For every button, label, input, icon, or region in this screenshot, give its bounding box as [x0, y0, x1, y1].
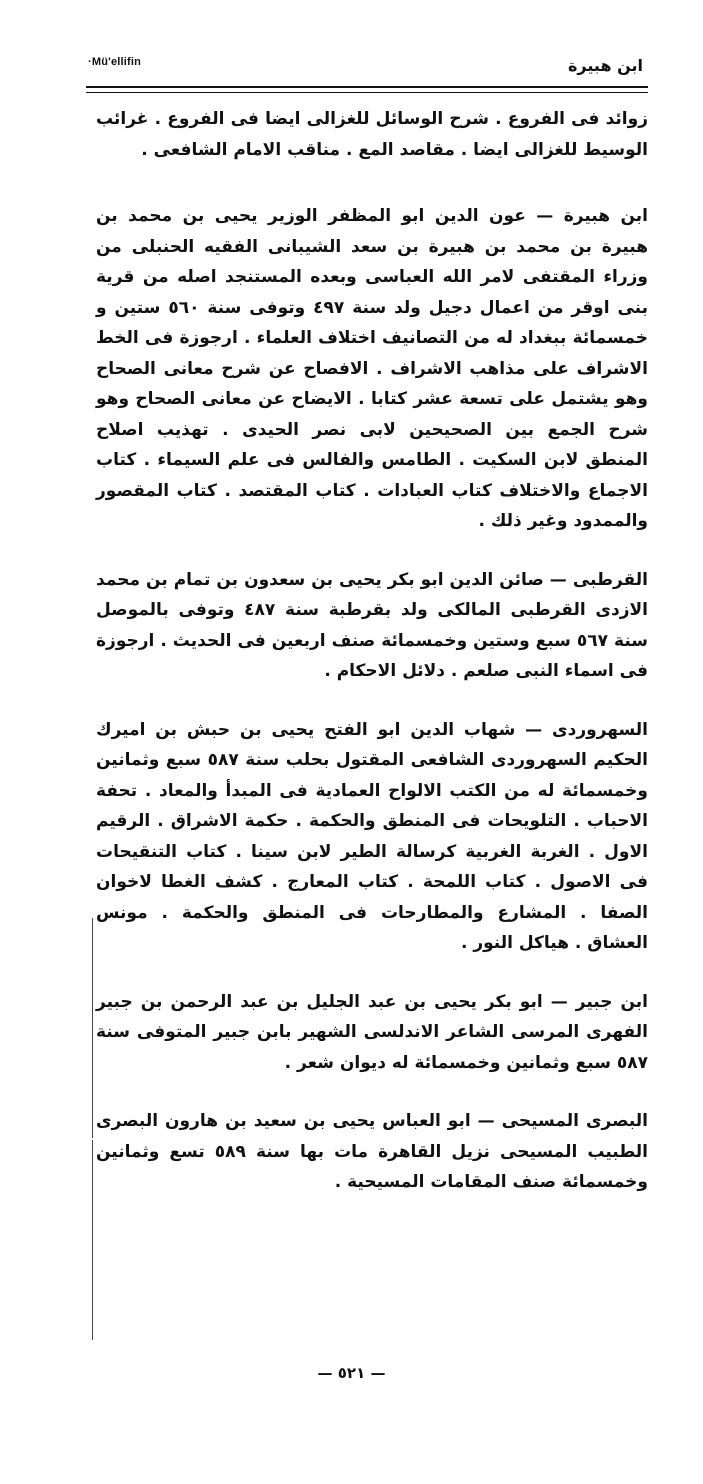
main-text-column: [96, 104, 648, 1226]
margin-mark: [92, 1140, 93, 1340]
arabic-running-header: ابن هبيرة: [567, 56, 643, 75]
entry-text: القرطبى — صائن الدين ابو بكر يحيى بن سعدون بن تمام بن محمد الازدى القرطبى المالكى ولد بقرطبة سنة ٤٨٧ وتوفى بالموصل سنة ٥٦٧ سبع وستين وخمسمائة صنف اربعين فى الحديث . ارجوزة فى اسماء النبى صلعم . دلائل الاحكام .: [96, 569, 648, 681]
entry-text: السهروردى — شهاب الدين ابو الفتح يحيى بن حبش بن اميرك الحكيم السهروردى الشافعى المقتول بحلب سنة ٥٨٧ سبع وثمانين وخمسمائة له من الكتب الالواح العمادية فى المبدأ والمعاد . تحفة الاحباب . التلويحات فى المنطق والحكمة . حكمة الاشراق . الرقيم الاول . الغربة الغربية كرسالة الطير لابن سينا . كتاب التنقيحات فى الاصول . كتاب اللمحة . كتاب المعارج . كشف الغطا لاخوان الصفا . المشارع والمطارحات فى المنطق والحكمة . مونس العشاق . هياكل النور .: [96, 719, 648, 953]
entry-text: البصرى المسيحى — ابو العباس يحيى بن سعيد بن هارون البصرى الطبيب المسيحى نزيل القاهرة مات بها سنة ٥٨٩ تسع وثمانين وخمسمائة صنف المقامات المسيحية .: [96, 1111, 649, 1192]
entry-al-qurtubi: [96, 565, 648, 687]
entry-text: ابن هبيرة — عون الدين ابو المظفر الوزير يحيى بن محمد بن هبيرة بن محمد بن هبيرة بن سعد الشيبانى الفقيه الحنبلى من وزراء المقتفى لامر الله العباسى وبعده المستنجد اصله من قرية بنى اوقر من اعمال دجيل ولد سنة ٤٩٧ وتوفى سنة ٥٦٠ ستين و خمسمائة ببغداد له من التصانيف اختلاف العلماء . ارجوزة فى الخط الاشراف على مذاهب الاشراف . الافصاح عن شرح معانى الصحاح وهو يشتمل على تسعة عشر كتابا . الايضاح عن معانى الصحاح وهو شرح الجمع بين الصحيحين لابى نصر الحيدى . تهذيب اصلاح المنطق لابن السكيت . الطامس والفالس فى علم السيماء . كتاب الاجماع والاختلاف كتاب العبادات . كتاب المقتصد . كتاب المقصور والممدود وغير ذلك .: [96, 206, 648, 531]
header-rule-thin: [86, 92, 648, 93]
entry-ibn-jubayr: [96, 987, 648, 1079]
latin-running-header: ·Mü'ellifin: [88, 56, 142, 68]
entry-continuation: [96, 104, 648, 165]
entry-text: ابن جبير — ابو بكر يحيى بن عبد الجليل بن عبد الرحمن بن جبير الفهرى المرسى الشاعر الاندلسى الشهير بابن جبير المتوفى سنة ٥٨٧ سبع وثمانين وخمسمائة له ديوان شعر .: [96, 991, 648, 1073]
margin-mark: [92, 918, 93, 1138]
entry-ibn-hubayra: [96, 201, 648, 537]
page-number: — ٥٢١ —: [317, 1364, 386, 1382]
header-rule-thick: [86, 86, 648, 88]
entry-al-basri-al-masihi: [96, 1106, 648, 1198]
entry-text: زوائد فى الفروع . شرح الوسائل للغزالى ايضا فى الفروع . غرائب الوسيط للغزالى ايضا . مقاصد المع . مناقب الامام الشافعى .: [96, 109, 648, 160]
entry-al-suhrawardi: [96, 715, 648, 959]
